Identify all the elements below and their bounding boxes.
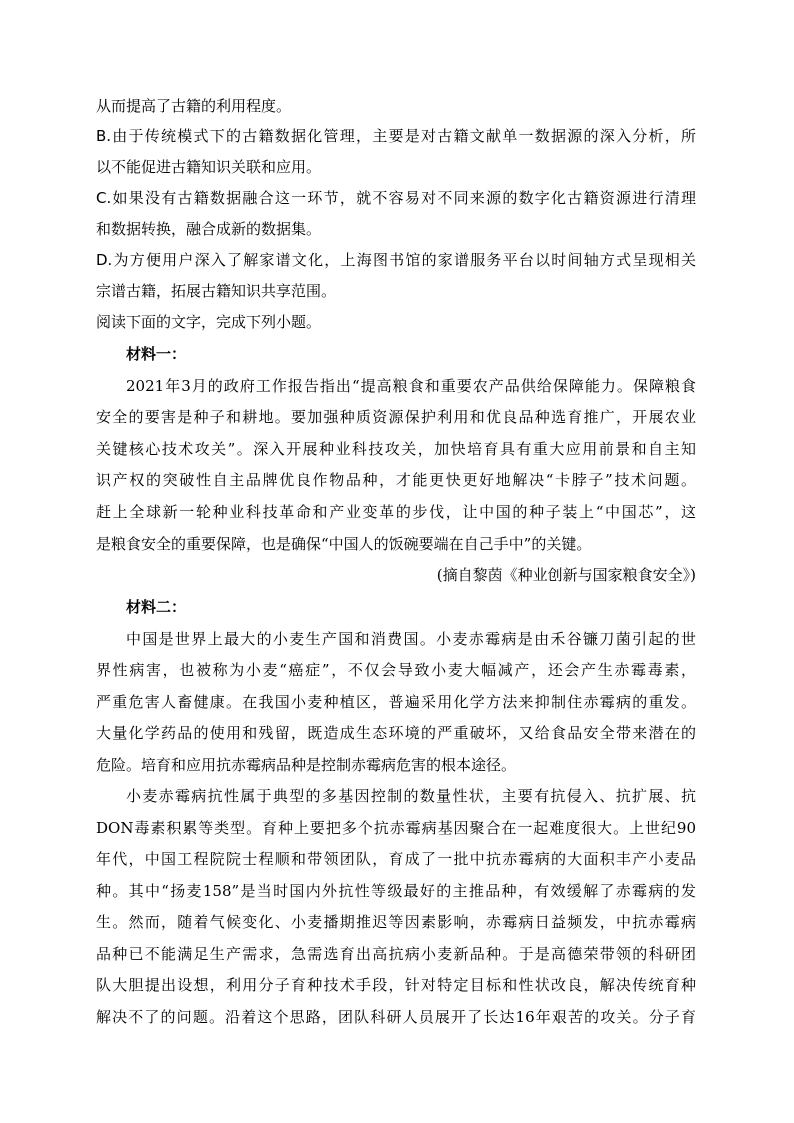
option-c-line-2: 和数据转换，融合成新的数据集。 [96,220,322,238]
material-2-para1-line: 严重危害人畜健康。在我国小麦种植区，普遍采用化学方法来抑制住赤霉病的重发。 [96,693,696,711]
material-1-line: 2021年3月的政府工作报告指出“提高粮食和重要农产品供给保障能力。保障粮食 [126,377,696,395]
text-line: 从而提高了古籍的利用程度。 [96,97,292,115]
material-2-para2-line: 品种已不能满足生产需求，急需选育出高抗病小麦新品种。于是高德荣带领的科研团 [96,945,696,963]
material-2-para2-line: 生。然而，随着气候变化、小麦播期推迟等因素影响，赤霉病日益频发，中抗赤霉病 [96,913,696,931]
material-1-line: 关键核心技术攻关”。深入开展种业科技攻关，加快培育具有重大应用前景和自主知 [96,440,696,458]
material-1-line: 赶上全球新一轮种业科技革命和产业变革的步伐，让中国的种子装上“中国芯”，这 [96,503,696,521]
material-2-para2-line: DON毒素积累等类型。育种上要把多个抗赤霉病基因聚合在一起难度很大。上世纪90 [96,819,696,837]
material-2-para1-line: 大量化学药品的使用和残留，既造成生态环境的严重破坏，又给食品安全带来潜在的 [96,724,696,742]
material-2-para1-line: 界性病害，也被称为小麦“癌症”，不仅会导致小麦大幅减产，还会产生赤霉毒素， [96,661,696,679]
material-2-para1-line: 危险。培育和应用抗赤霉病品种是控制赤霉病危害的根本途径。 [96,756,517,774]
material-1-line: 是粮食安全的重要保障，也是确保“中国人的饭碗要端在自己手中”的关键。 [96,535,592,553]
material-2-para2-line: 解决不了的问题。沿着这个思路，团队科研人员展开了长达16年艰苦的攻关。分子育 [96,1008,696,1026]
option-b-line-1: B.由于传统模式下的古籍数据化管理，主要是对古籍文献单一数据源的深入分析，所 [96,127,696,145]
option-c-line-1: C.如果没有古籍数据融合这一环节，就不容易对不同来源的数字化古籍资源进行清理 [96,189,696,207]
material-2-para2-line: 队大胆提出设想，利用分子育种技术手段，针对特定目标和性状改良，解决传统育种 [96,976,696,994]
material-1-line: 识产权的突破性自主品牌优良作物品种，才能更快更好地解决“卡脖子”技术问题。 [96,471,696,489]
material-2-para2-line: 小麦赤霉病抗性属于典型的多基因控制的数量性状，主要有抗侵入、抗扩展、抗 [126,787,696,805]
material-1-line: 安全的要害是种子和耕地。要加强种质资源保护利用和优良品种选育推广，开展农业 [96,408,696,426]
option-d-line-1: D.为方便用户深入了解家谱文化，上海图书馆的家谱服务平台以时间轴方式呈现相关 [96,251,696,269]
material-2-para2-line: 种。其中“扬麦158”是当时国内外抗性等级最好的主推品种，有效缓解了赤霉病的发 [96,882,696,900]
material-2-para2-line: 年代，中国工程院院士程顺和带领团队，育成了一批中抗赤霉病的大面积丰产小麦品 [96,850,696,868]
material-2-para1-line: 中国是世界上最大的小麦生产国和消费国。小麦赤霉病是由禾谷镰刀菌引起的世 [126,630,696,648]
material-2-heading: 材料二： [126,598,187,616]
option-b-line-2: 以不能促进古籍知识关联和应用。 [96,158,322,176]
reading-instruction: 阅读下面的文字，完成下列小题。 [96,313,322,331]
material-1-source: (摘自黎茵《种业创新与国家粮食安全》) [436,566,696,584]
option-d-line-2: 宗谱古籍，拓展古籍知识共享范围。 [96,282,337,300]
material-1-heading: 材料一： [126,345,187,363]
